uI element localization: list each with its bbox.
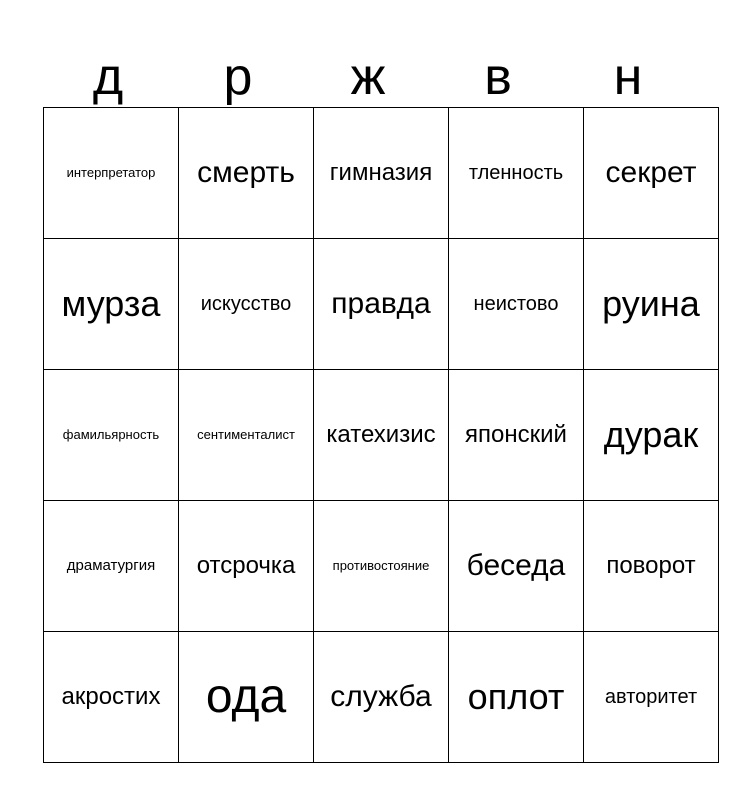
cell-word: правда	[331, 287, 431, 320]
cell-word: служба	[330, 680, 432, 713]
cell-word: отсрочка	[196, 552, 296, 579]
bingo-cell[interactable]	[44, 501, 179, 632]
cell-word: интерпретатор	[66, 165, 156, 180]
cell-word: мурза	[61, 283, 161, 324]
board-row-1	[44, 108, 719, 239]
header-letter-5: н	[613, 48, 643, 106]
cell-word: дурак	[603, 414, 699, 455]
bingo-cell[interactable]	[584, 501, 719, 632]
bingo-cell[interactable]	[44, 632, 179, 763]
bingo-cell[interactable]	[179, 239, 314, 370]
bingo-cell[interactable]	[449, 239, 584, 370]
bingo-header	[43, 48, 693, 106]
cell-word: поворот	[606, 552, 696, 579]
bingo-cell[interactable]	[314, 632, 449, 763]
cell-word: драматургия	[66, 557, 156, 574]
bingo-cell[interactable]	[44, 239, 179, 370]
board-row-5	[44, 632, 719, 763]
board-row-3	[44, 370, 719, 501]
cell-word: искусство	[200, 293, 292, 315]
bingo-cell[interactable]	[314, 501, 449, 632]
header-letter-4: в	[484, 48, 512, 106]
cell-word: тленность	[468, 162, 564, 184]
bingo-cell[interactable]	[179, 108, 314, 239]
cell-word: гимназия	[329, 159, 433, 186]
bingo-cell[interactable]	[584, 239, 719, 370]
header-letter-3: ж	[350, 48, 386, 106]
bingo-cell[interactable]	[449, 632, 584, 763]
board-row-4	[44, 501, 719, 632]
header-letter-1: д	[92, 48, 124, 106]
cell-word: беседа	[466, 549, 566, 582]
cell-word: руина	[602, 283, 700, 324]
bingo-cell[interactable]	[314, 370, 449, 501]
cell-word: фамильярность	[62, 427, 160, 442]
bingo-cell[interactable]	[179, 501, 314, 632]
bingo-cell[interactable]	[449, 370, 584, 501]
header-letter-2: р	[223, 48, 253, 106]
cell-word: секрет	[605, 156, 697, 189]
bingo-cell[interactable]	[449, 501, 584, 632]
bingo-cell[interactable]	[584, 632, 719, 763]
board-row-2	[44, 239, 719, 370]
cell-word: ода	[205, 670, 287, 723]
cell-word: акростих	[61, 683, 161, 710]
bingo-cell[interactable]	[44, 370, 179, 501]
bingo-cell[interactable]	[314, 239, 449, 370]
cell-word: катехизис	[326, 421, 436, 448]
bingo-cell[interactable]	[449, 108, 584, 239]
cell-word: японский	[465, 421, 567, 448]
cell-word: противостояние	[332, 558, 430, 573]
cell-word: оплот	[467, 676, 565, 717]
cell-word: сентименталист	[197, 427, 295, 442]
bingo-board	[43, 107, 719, 763]
bingo-cell[interactable]	[584, 370, 719, 501]
cell-word: смерть	[197, 156, 295, 189]
cell-word: авторитет	[604, 686, 698, 708]
bingo-cell[interactable]	[584, 108, 719, 239]
bingo-cell[interactable]	[44, 108, 179, 239]
bingo-cell[interactable]	[179, 632, 314, 763]
bingo-cell[interactable]	[179, 370, 314, 501]
cell-word: неистово	[473, 293, 559, 315]
bingo-cell[interactable]	[314, 108, 449, 239]
